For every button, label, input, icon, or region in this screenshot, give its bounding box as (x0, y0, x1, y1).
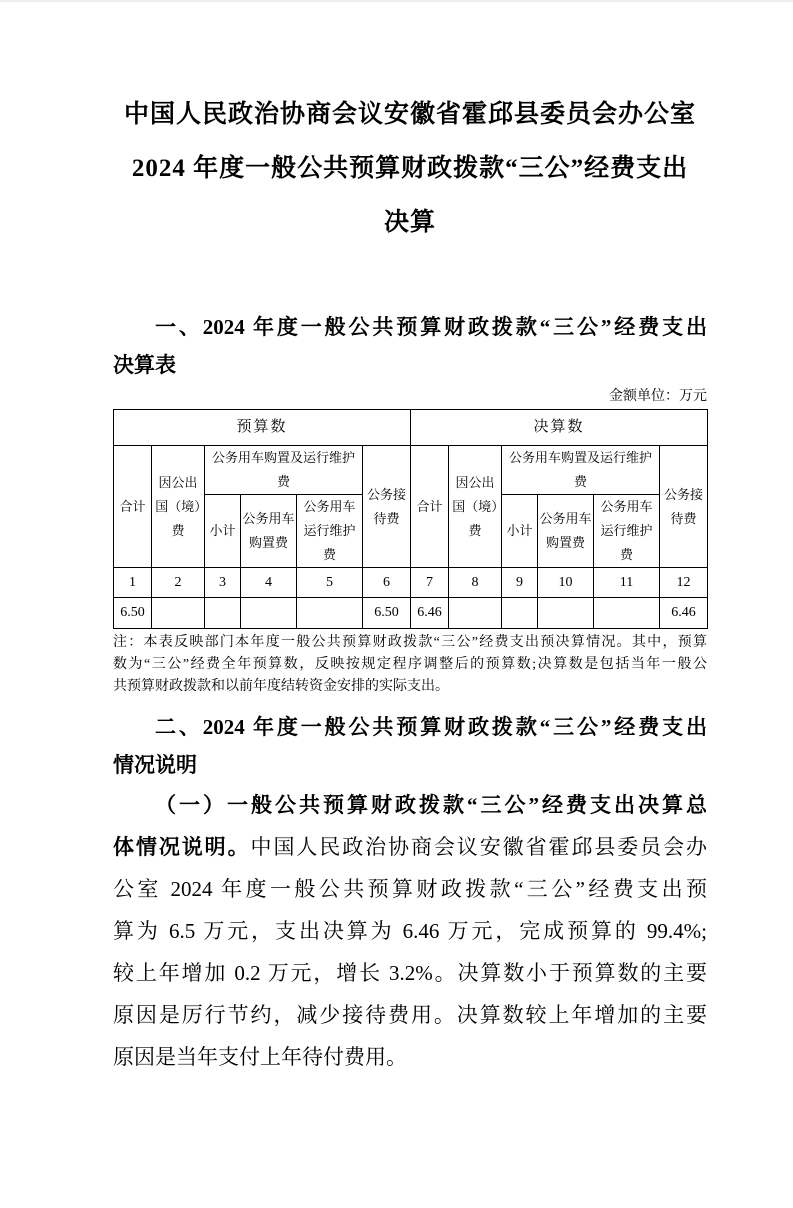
value-budget-abroad (152, 598, 205, 629)
header-budget-maintenance: 公务用车运行维护费 (297, 495, 363, 568)
group-header-final: 决算数 (411, 410, 708, 446)
title-line-3: 决算 (383, 209, 436, 236)
group-header-budget: 预算数 (114, 410, 411, 446)
title-line-2: 2024 年度一般公共预算财政拨款“三公”经费支出 (131, 155, 689, 182)
table-group-header-row (114, 410, 708, 446)
section2-heading (113, 708, 707, 784)
paragraph-line (113, 826, 707, 868)
value-budget-maintenance (297, 598, 363, 629)
table-value-row (114, 598, 708, 629)
index-cell-8: 8 (449, 568, 502, 598)
note-line-3: 共预算财政拨款和以前年度结转资金安排的实际支出。 (113, 679, 449, 695)
header-final-abroad: 因公出国（境）费 (449, 446, 502, 568)
section2-heading-line1: 二、2024 年度一般公共预算财政拨款“三公”经费支出 (155, 715, 707, 740)
table-note (113, 632, 707, 698)
value-budget-total: 6.50 (114, 598, 152, 629)
value-final-reception: 6.46 (660, 598, 708, 629)
value-final-total: 6.46 (411, 598, 449, 629)
section1-heading-line2: 决算表 (113, 353, 176, 377)
index-cell-10: 10 (538, 568, 594, 598)
paragraph-line (113, 784, 707, 826)
paragraph-line (113, 1036, 707, 1078)
paragraph-line (113, 868, 707, 910)
document-title (113, 88, 707, 250)
note-line-2: 数为“三公”经费全年预算数，反映按规定程序调整后的预算数;决算数是包括当年一般公 (113, 657, 707, 673)
index-cell-9: 9 (502, 568, 538, 598)
value-final-maintenance (594, 598, 660, 629)
section2-heading-line2: 情况说明 (113, 753, 197, 778)
paragraph-bold-text: 体情况说明。 (113, 835, 251, 860)
header-final-maintenance: 公务用车运行维护费 (594, 495, 660, 568)
header-final-total: 合计 (411, 446, 449, 568)
section1-heading (113, 308, 707, 384)
section1-heading-line1: 一、2024 年度一般公共预算财政拨款“三公”经费支出 (155, 315, 707, 339)
value-final-purchase (538, 598, 594, 629)
index-cell-6: 6 (363, 568, 411, 598)
paragraph-line (113, 910, 707, 952)
paragraph-text: 公室 2024 年度一般公共预算财政拨款“三公”经费支出预 (113, 877, 707, 902)
index-cell-5: 5 (297, 568, 363, 598)
header-budget-vehicle-group: 公务用车购置及运行维护费 (205, 446, 363, 495)
value-budget-purchase (241, 598, 297, 629)
value-final-subtotal (502, 598, 538, 629)
index-cell-2: 2 (152, 568, 205, 598)
value-final-abroad (449, 598, 502, 629)
header-final-subtotal: 小计 (502, 495, 538, 568)
value-budget-reception: 6.50 (363, 598, 411, 629)
paragraph-text: 原因是厉行节约，减少接待费用。决算数较上年增加的主要 (113, 1003, 707, 1028)
paragraph-text: 算为 6.5 万元，支出决算为 6.46 万元，完成预算的 99.4%; (113, 919, 707, 944)
index-cell-4: 4 (241, 568, 297, 598)
paragraph-text: 原因是当年支付上年待付费用。 (113, 1045, 407, 1070)
index-cell-1: 1 (114, 568, 152, 598)
note-line-1: 注：本表反映部门本年度一般公共预算财政拨款“三公”经费支出预决算情况。其中，预算 (113, 635, 707, 651)
paragraph-line (113, 994, 707, 1036)
index-cell-11: 11 (594, 568, 660, 598)
paragraph-bold-text: （一）一般公共预算财政拨款“三公”经费支出决算总 (155, 793, 707, 818)
document-page (0, 88, 793, 1208)
header-budget-abroad: 因公出国（境）费 (152, 446, 205, 568)
header-budget-reception: 公务接待费 (363, 446, 411, 568)
header-final-reception: 公务接待费 (660, 446, 708, 568)
header-budget-purchase: 公务用车购置费 (241, 495, 297, 568)
title-line-1: 中国人民政治协商会议安徽省霍邱县委员会办公室 (123, 101, 696, 128)
index-cell-12: 12 (660, 568, 708, 598)
header-budget-subtotal: 小计 (205, 495, 241, 568)
value-budget-subtotal (205, 598, 241, 629)
sangong-expense-table (113, 409, 708, 629)
table-column-index-row (114, 568, 708, 598)
table-header-row-1 (114, 446, 708, 495)
header-final-purchase: 公务用车购置费 (538, 495, 594, 568)
index-cell-3: 3 (205, 568, 241, 598)
header-final-vehicle-group: 公务用车购置及运行维护费 (502, 446, 660, 495)
paragraph-text: 中国人民政治协商会议安徽省霍邱县委员会办 (250, 835, 708, 860)
paragraph-text: 较上年增加 0.2 万元，增长 3.2%。决算数小于预算数的主要 (113, 961, 707, 986)
header-budget-total: 合计 (114, 446, 152, 568)
paragraph-line (113, 952, 707, 994)
amount-unit-label: 金额单位：万元 (609, 389, 707, 404)
index-cell-7: 7 (411, 568, 449, 598)
section2-paragraph-1 (113, 784, 707, 1078)
